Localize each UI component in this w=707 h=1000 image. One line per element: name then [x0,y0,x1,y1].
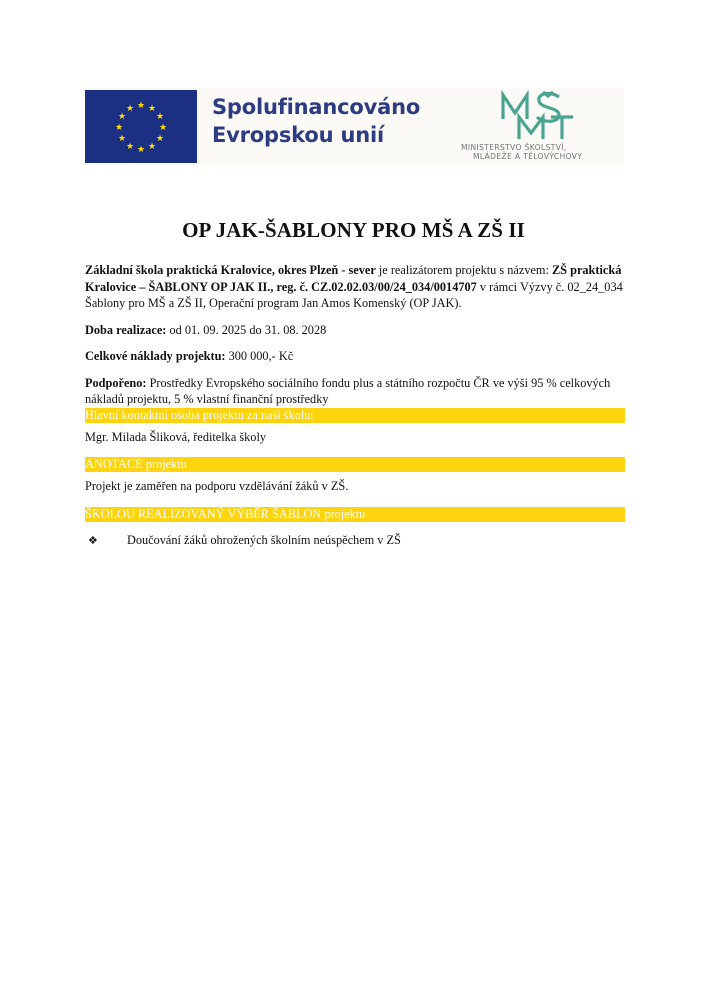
intro-tail: v rámci Výzvy č. 02_24_034 Šablony pro MŠ a ZŠ II, Operační program Jan Amos Komenský (OP JAK). [85,279,623,310]
svg-text:★: ★ [117,134,127,144]
header-banner [85,87,624,164]
page-title: OP JAK-ŠABLONY PRO MŠ A ZŠ II [182,218,525,242]
costs-label: Celkové náklady projektu: [85,349,226,363]
diamond-bullet-icon: ❖ [88,533,98,547]
msmt-emblem-icon [499,89,579,143]
svg-text:★: ★ [136,145,146,155]
svg-text:★: ★ [114,123,124,133]
school-name: Základní škola praktická Kralovice, okres Plzeň - sever [85,263,376,277]
msmt-name [461,143,621,161]
contact-value: Mgr. Milada Šliková, ředitelka školy [85,429,267,444]
svg-text:★: ★ [147,104,157,114]
period-paragraph [85,322,625,339]
intro-mid: je realizátorem projektu s názvem: [375,263,552,277]
document-body [85,262,625,548]
eu-flag-logo [85,90,197,163]
msmt-logo [455,87,624,164]
msmt-line-1: MINISTERSTVO ŠKOLSTVÍ, [461,143,567,152]
list-item [85,532,625,549]
eu-line-1: Spolufinancováno [212,95,421,119]
svg-text:★: ★ [155,134,165,144]
costs-value: 300 000,- Kč [225,349,294,363]
period-value: od 01. 09. 2025 do 31. 08. 2028 [166,322,327,337]
svg-text:★: ★ [147,142,157,152]
costs-paragraph [85,348,625,365]
svg-text:★: ★ [117,112,127,122]
eu-stars-icon [85,90,197,163]
msmt-line-2: MLÁDEŽE A TĚLOVÝCHOVY [473,152,583,161]
svg-text:★: ★ [158,123,168,133]
svg-text:★: ★ [155,112,165,122]
period-label: Doba realizace: [85,322,167,337]
svg-text:★: ★ [125,142,135,152]
support-paragraph [85,375,625,408]
svg-text:★: ★ [125,104,135,114]
annotation-value: Projekt je zaměřen na podporu vzdělávání žáků v ZŠ. [85,479,349,493]
support-value: Prostředky Evropského sociálního fondu plus a státního rozpočtu ČR ve výši 95 % celkových nákladů projektu, 5 % vlastní finanční prostředky [85,375,611,406]
support-label: Podpořeno: [85,375,147,390]
intro-paragraph [85,262,625,312]
contact-heading-bar: Hlavní kontaktní osoba projektu za naši školu: [85,408,625,423]
templates-list [85,532,625,549]
project-name: ZŠ praktická Kralovice – ŠABLONY OP JAK II., reg. č. CZ.02.02.03/00/24_034/0014707 [85,263,622,294]
annotation-heading-bar: ANOTACE projektu [85,457,625,472]
list-item-text: Doučování žáků ohrožených školním neúspěchem v ZŠ [127,532,401,547]
eu-line-2: Evropskou unií [212,123,384,147]
svg-text:★: ★ [136,101,146,111]
templates-heading-bar: ŠKOLOU REALIZOVANÝ VÝBĚR ŠABLON projektu [85,507,625,522]
eu-cofunded-text [212,93,452,149]
